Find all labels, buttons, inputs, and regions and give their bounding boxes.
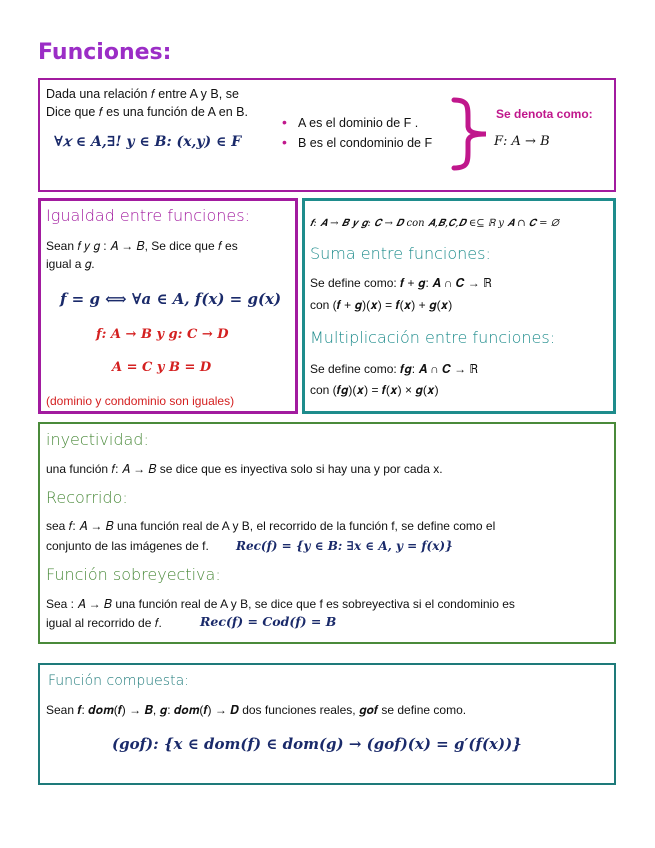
denota-label: Se denota como: — [496, 107, 593, 121]
suma-heading: Suma entre funciones: — [310, 244, 491, 263]
denota-formula: 𝐹: 𝐴 → 𝐵 — [494, 134, 550, 149]
recorrido-line-2: conjunto de las imágenes de f. — [46, 539, 209, 553]
igualdad-formula-2: 𝒇: 𝑨 → 𝑩 𝒚 𝒈: 𝑪 → 𝑫 — [96, 327, 229, 342]
suma-definition: Se define como: 𝒇 + 𝒈: 𝑨 ∩ 𝑪 → ℝ — [310, 276, 492, 290]
operaciones-header: 𝒇: 𝑨 → 𝑩 𝒚 𝒈: 𝑪 → 𝑫 con 𝑨,𝑩,𝑪,𝑫 ∈⊆ ℝ y 𝑨 ∩ 𝑪 = ∅ — [310, 218, 559, 229]
bullet-dot-2: • — [282, 134, 287, 150]
definition-formula: ∀𝑥 ∈ 𝑨,∃! 𝒚 ∈ 𝑩: (𝒙,𝒚) ∈ 𝑭 — [54, 134, 242, 150]
compuesta-formula: (𝒈𝒐𝒇): {𝒙 ∈ 𝒅𝒐𝒎(𝒇) ∈ 𝒅𝒐𝒎(𝒈) → (𝒈𝒐𝒇)(𝒙) = 𝒈′(𝒇(𝒙))} — [112, 735, 522, 753]
curly-brace-icon — [448, 96, 492, 172]
igualdad-note: (dominio y condominio son iguales) — [46, 394, 235, 408]
multiplicacion-definition: Se define como: 𝒇𝒈: 𝑨 ∩ 𝑪 → ℝ — [310, 362, 479, 376]
inyectividad-text: una función 𝑓: 𝐴 → 𝐵 se dice que es inyectiva solo si hay una y por cada x. — [46, 462, 443, 476]
sobreyectiva-line-2: igual al recorrido de 𝑓. — [46, 616, 162, 630]
igualdad-heading: Igualdad entre funciones: — [46, 206, 250, 225]
igualdad-text-1: Sean 𝑓 𝑦 𝑔 : 𝐴 → 𝐵, Se dice que 𝑓 es — [46, 239, 238, 253]
sobreyectiva-heading: Función sobreyectiva: — [46, 565, 221, 584]
page-title: Funciones: — [38, 40, 172, 65]
recorrido-line-1: sea 𝑓: 𝐴 → 𝐵 una función real de A y B, el recorrido de la función f, se define como el — [46, 519, 496, 533]
definition-line-2: Dice que 𝑓 es una función de A en B. — [46, 105, 248, 119]
suma-con: con (𝒇 + 𝒈)(𝒙) = 𝒇(𝒙) + 𝒈(𝒙) — [310, 298, 453, 312]
igualdad-formula-3: 𝑨 = 𝑪 𝒚 𝑩 = 𝑫 — [112, 360, 212, 375]
sobreyectiva-formula: 𝑹𝒆𝒄(𝒇) = 𝑪𝒐𝒅(𝒇) = 𝑩 — [200, 614, 337, 629]
multiplicacion-heading: Multiplicación entre funciones: — [310, 328, 556, 347]
sobreyectiva-line-1: Sea : 𝐴 → 𝐵 una función real de A y B, se dice que f es sobreyectiva si el condominio es — [46, 597, 515, 611]
compuesta-text: Sean 𝒇: 𝒅𝒐𝒎(𝒇) → 𝑩, 𝒈: 𝒅𝒐𝒎(𝒇) → 𝑫 dos funciones reales, 𝒈𝒐𝒇 se define como. — [46, 703, 467, 717]
definition-line-1: Dada una relación 𝑓 entre A y B, se — [46, 87, 239, 101]
igualdad-formula-1: 𝒇 = 𝒈 ⟺ ∀𝒂 ∈ 𝑨, 𝒇(𝒙) = 𝒈(𝒙) — [60, 290, 282, 308]
recorrido-formula: 𝑹𝒆𝒄(𝒇) = {𝒚 ∈ 𝑩: ∃𝒙 ∈ 𝑨, 𝒚 = 𝒇(𝒙)} — [236, 539, 453, 553]
bullet-dominio: A es el dominio de F . — [298, 116, 419, 130]
multiplicacion-con: con (𝒇𝒈)(𝒙) = 𝒇(𝒙) × 𝒈(𝒙) — [310, 383, 439, 397]
compuesta-heading: Función compuesta: — [48, 673, 189, 689]
bullet-dot-1: • — [282, 114, 287, 130]
bullet-condominio: B es el condominio de F — [298, 136, 433, 150]
inyectividad-heading: inyectividad: — [46, 430, 149, 449]
recorrido-heading: Recorrido: — [46, 488, 128, 507]
igualdad-text-2: igual a 𝑔. — [46, 257, 95, 271]
